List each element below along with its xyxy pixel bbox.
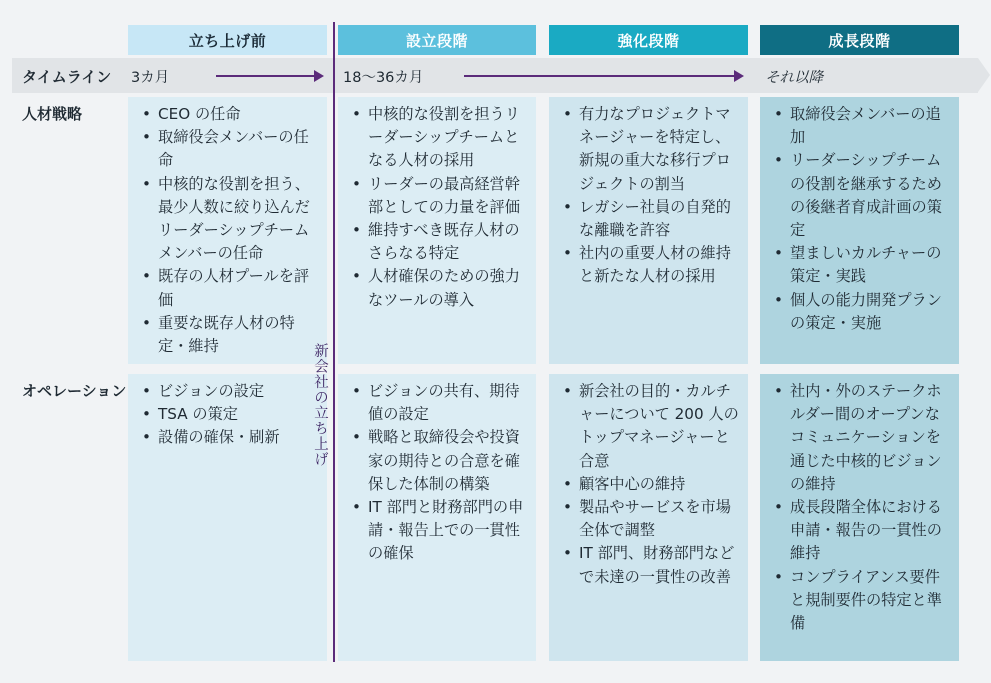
list-item: • TSA の策定 — [140, 403, 319, 426]
stage-header-strengthening: 強化段階 — [549, 25, 748, 55]
list-item: • 個人の能力開発プランの策定・実施 — [772, 289, 951, 335]
list-item: • リーダーシップチームの役割を継承するための後継者育成計画の策定 — [772, 149, 951, 242]
list-item: • 新会社の目的・カルチャーについて 200 人のトップマネージャーと合意 — [561, 380, 740, 473]
timeline-arrow-1 — [216, 75, 316, 77]
list-item: • 顧客中心の維持 — [561, 473, 740, 496]
cell-operations-strengthen — [549, 374, 748, 661]
cell-talent-growth — [760, 97, 959, 364]
list-item: • 重要な既存人材の特定・維持 — [140, 312, 319, 358]
list-item: • 社内・外のステークホルダー間のオープンなコミュニケーションを通じた中核的ビジョンの維持 — [772, 380, 951, 496]
cell-talent-pre — [128, 97, 327, 364]
list-item: • 取締役会メンバーの任命 — [140, 126, 319, 172]
cell-operations-establish — [338, 374, 536, 661]
cell-talent-establish — [338, 97, 536, 364]
list-item: • リーダーの最高経営幹部としての力量を評価 — [350, 173, 528, 219]
stage-header-pre-launch: 立ち上げ前 — [128, 25, 327, 55]
list-item: • 人材確保のための強力なツールの導入 — [350, 265, 528, 311]
list-item: • 取締役会メンバーの追加 — [772, 103, 951, 149]
launch-divider-line — [333, 22, 335, 662]
list-item: • レガシー社員の自発的な離職を許容 — [561, 196, 740, 242]
stage-header-establishment: 設立段階 — [338, 25, 536, 55]
launch-divider-label: 新会社の立ち上げ — [312, 343, 328, 467]
stage-header-growth: 成長段階 — [760, 25, 959, 55]
list-item: • 中核的な役割を担う、最少人数に絞り込んだリーダーシップチームメンバーの任命 — [140, 173, 319, 266]
cell-operations-growth — [760, 374, 959, 661]
list-item: • 成長段階全体における申請・報告の一貫性の維持 — [772, 496, 951, 566]
list-item: • 有力なプロジェクトマネージャーを特定し、新規の重大な移行プロジェクトの割当 — [561, 103, 740, 196]
list-item: • ビジョンの共有、期待値の設定 — [350, 380, 528, 426]
list-item: • 望ましいカルチャーの策定・実践 — [772, 242, 951, 288]
list-item: • IT 部門、財務部門などで未達の一貫性の改善 — [561, 542, 740, 588]
timeline-period-after: それ以降 — [765, 70, 823, 86]
row-label-operations: オペレーション — [22, 382, 127, 400]
list-item: • IT 部門と財務部門の申請・報告上での一貫性の確保 — [350, 496, 528, 566]
list-item: • 製品やサービスを市場全体で調整 — [561, 496, 740, 542]
timeline-period-pre: 3カ月 — [131, 70, 170, 86]
list-item: • 社内の重要人材の維持と新たな人材の採用 — [561, 242, 740, 288]
cell-operations-pre — [128, 374, 327, 661]
cell-talent-strengthen — [549, 97, 748, 364]
timeline-arrowhead-1 — [314, 70, 324, 82]
timeline-band-tip — [978, 58, 990, 92]
list-item: • 維持すべき既存人材のさらなる特定 — [350, 219, 528, 265]
timeline-arrowhead-2 — [734, 70, 744, 82]
list-item: • CEO の任命 — [140, 103, 319, 126]
row-label-talent: 人材戦略 — [22, 105, 83, 123]
list-item: • 設備の確保・刷新 — [140, 426, 319, 449]
timeline-arrow-2 — [464, 75, 736, 77]
list-item: • ビジョンの設定 — [140, 380, 319, 403]
timeline-label: タイムライン — [22, 68, 112, 86]
list-item: • 戦略と取締役会や投資家の期待との合意を確保した体制の構築 — [350, 426, 528, 496]
list-item: • コンプライアンス要件と規制要件の特定と準備 — [772, 566, 951, 636]
timeline-period-establish: 18〜36カ月 — [343, 70, 424, 86]
list-item: • 中核的な役割を担うリーダーシップチームとなる人材の採用 — [350, 103, 528, 173]
list-item: • 既存の人材プールを評価 — [140, 265, 319, 311]
